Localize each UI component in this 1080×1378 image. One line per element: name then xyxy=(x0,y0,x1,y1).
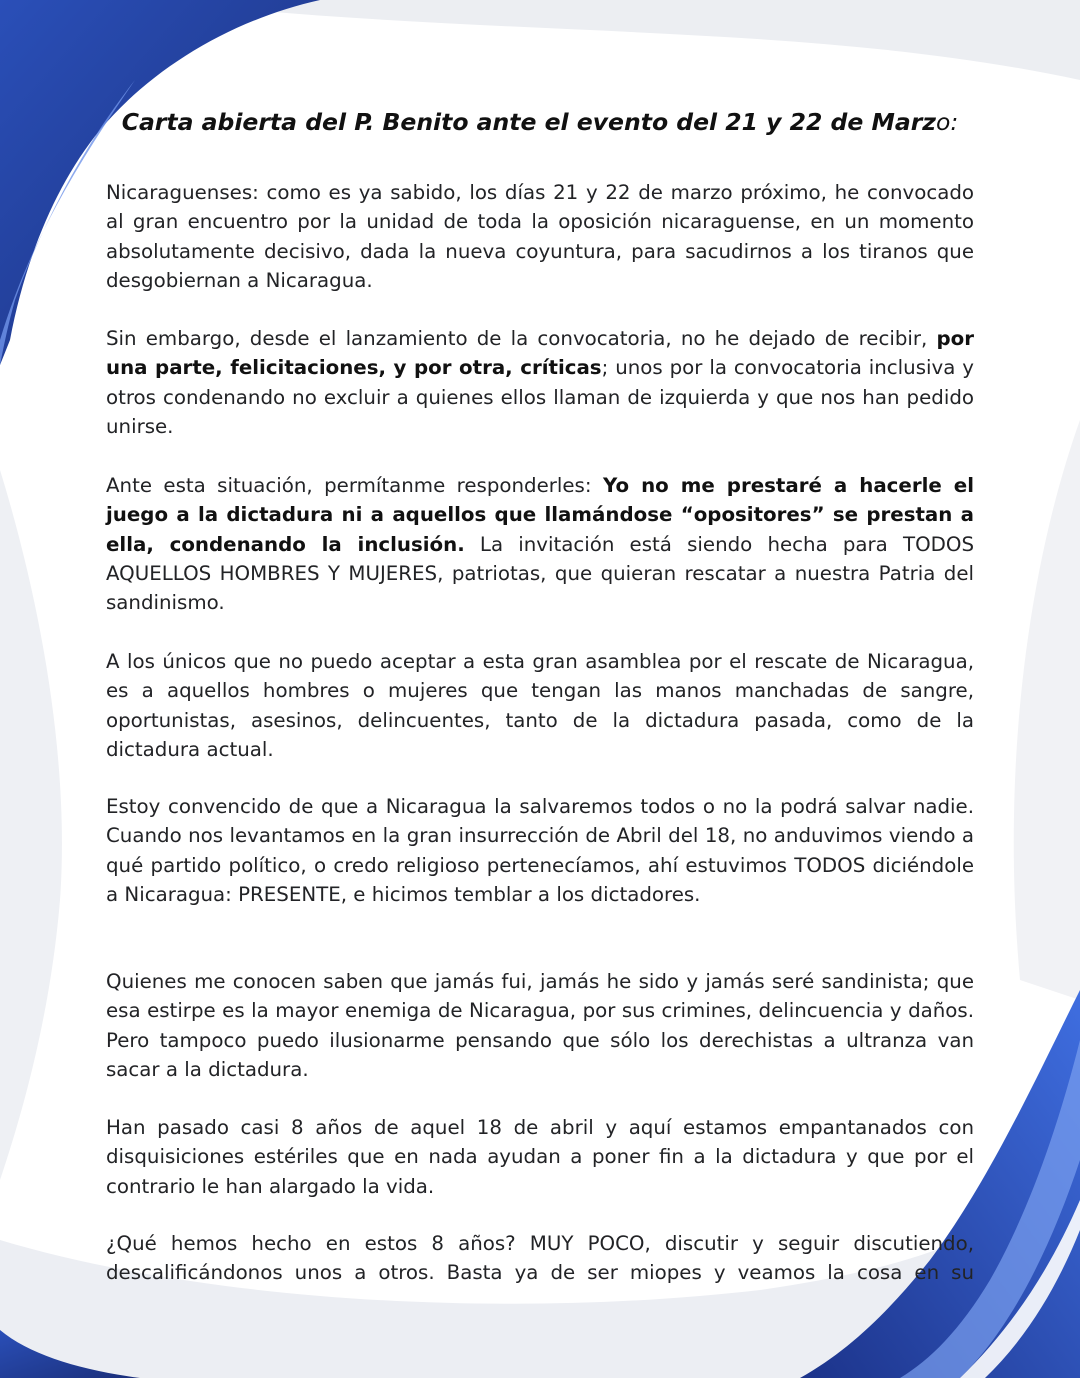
p2-text-a: Sin embargo, desde el lanzamiento de la convocatoria, no he dejado de recibir, xyxy=(106,327,937,350)
paragraph-2 xyxy=(106,324,974,441)
grey-wave-left xyxy=(0,470,62,1180)
p2-text-b: ; unos por la convocatoria inclusiva y otros condenando no excluir a quienes ellos llaman de izquierda y que nos han pedido unirse. xyxy=(106,356,974,438)
paragraph-7: Han pasado casi 8 años de aquel 18 de abril y aquí estamos empantanados con disquisiciones estériles que en nada ayudan a poner fin a la dictadura y que por el contrario le han alargado la vida. xyxy=(106,1116,974,1198)
paragraph-4: A los únicos que no puedo aceptar a esta gran asamblea por el rescate de Nicaragua, es a aquellos hombres o mujeres que tengan las manos manchadas de sangre, oportunistas, asesinos, delincuentes, tanto de la dictadura pasada, como de la dictadura actual. xyxy=(106,650,974,761)
paragraph-6: Quienes me conocen saben que jamás fui, jamás he sido y jamás seré sandinista; que esa estirpe es la mayor enemiga de Nicaragua, por sus crimines, delincuencia y daños. Pero tampoco puedo ilusionarme pensando que sólo los derechistas a ultranza van sacar a la dictadura. xyxy=(106,970,974,1081)
title-main: Carta abierta del P. Benito ante el evento del 21 y 22 de Marz xyxy=(121,108,936,136)
paragraph-3 xyxy=(106,471,974,617)
letter-title xyxy=(106,107,974,137)
paragraph-8: ¿Qué hemos hecho en estos 8 años? MUY POCO, discutir y seguir discutiendo, descalificándonos unos a otros. Basta ya de ser miopes y veamos la cosa en su xyxy=(106,1232,974,1285)
p3-text-b: La invitación está siendo hecha para TODOS AQUELLOS HOMBRES Y MUJERES, patriotas, que quieran rescatar a nuestra Patria del sandinismo. xyxy=(106,532,974,615)
grey-wave-right xyxy=(1014,420,1080,1000)
title-tail: o: xyxy=(936,108,959,136)
paragraph-5: Estoy convencido de que a Nicaragua la salvaremos todos o no la podrá salvar nadie. Cuando nos levantamos en la gran insurrección de Abril del 18, no anduvimos viendo a qué partido político, o credo religioso pertenecíamos, ahí estuvimos TODOS diciéndole a Nicaragua: PRESENTE, e hicimos temblar a los dictadores. xyxy=(106,795,974,906)
paragraph-1: Nicaraguenses: como es ya sabido, los días 21 y 22 de marzo próximo, he convocado al gran encuentro por la unidad de toda la oposición nicaraguense, en un momento absolutamente decisivo, dada la nueva coyuntura, para sacudirnos a los tiranos que desgobiernan a Nicaragua. xyxy=(106,181,974,292)
p2-bold: por una parte, felicitaciones, y por otra, críticas xyxy=(106,327,974,380)
p3-text-a: Ante esta situación, permítanme responderles: xyxy=(106,474,603,497)
grey-wave-top xyxy=(150,0,1080,80)
p3-bold: Yo no me prestaré a hacerle el juego a la dictadura ni a aquellos que llamándose “opositores” se prestan a ella, condenando la inclusión. xyxy=(106,474,974,556)
